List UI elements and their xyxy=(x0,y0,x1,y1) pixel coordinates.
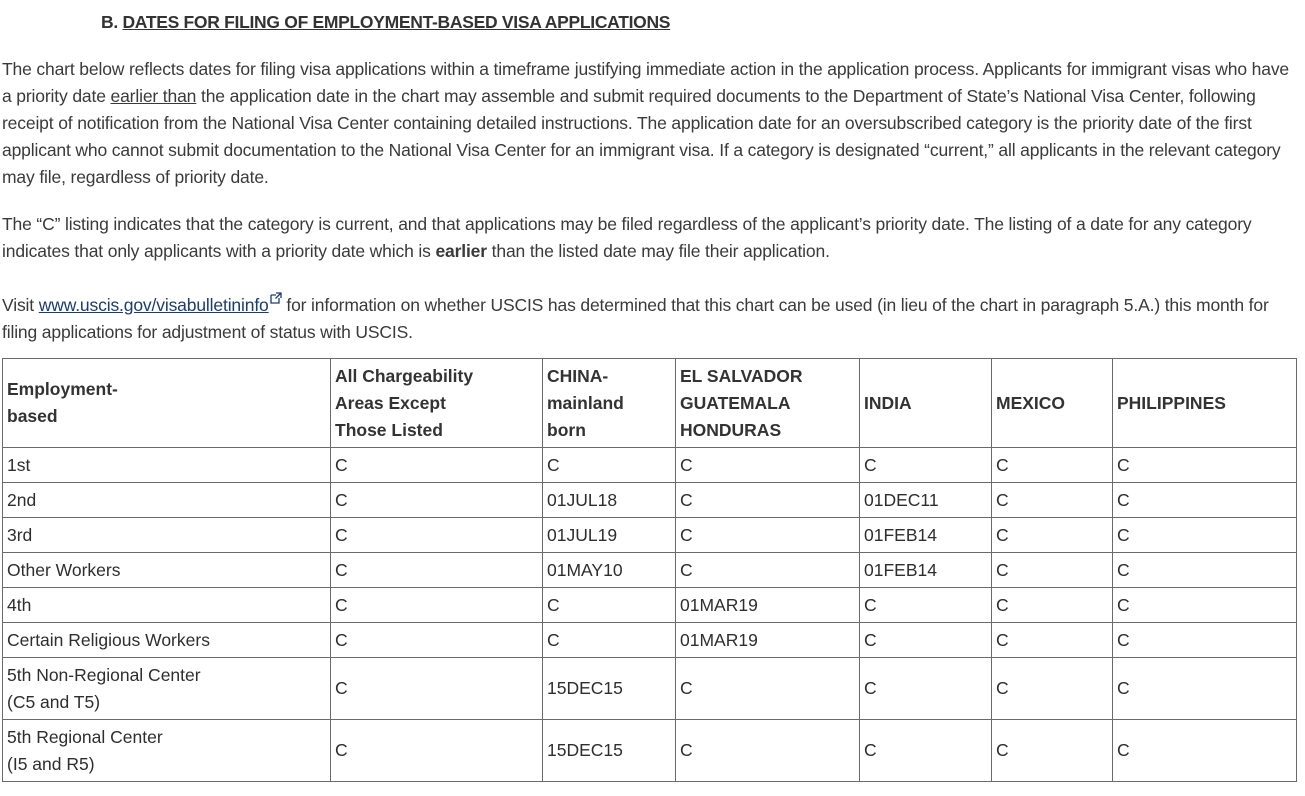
table-cell: C xyxy=(1113,518,1297,553)
section-prefix: B. xyxy=(101,12,118,32)
cell-text: GUATEMALA xyxy=(680,392,791,413)
row-label xyxy=(3,483,331,518)
column-header xyxy=(860,359,992,448)
table-cell: C xyxy=(1113,553,1297,588)
table-cell: C xyxy=(543,448,676,483)
table-cell: C xyxy=(1113,720,1297,782)
cell-text: PHILIPPINES xyxy=(1117,392,1226,413)
table-cell: C xyxy=(992,483,1113,518)
table-cell: 01FEB14 xyxy=(860,518,992,553)
cell-text: (I5 and R5) xyxy=(7,753,95,774)
column-header xyxy=(676,359,860,448)
cell-text: Certain Religious Workers xyxy=(7,629,210,650)
table-cell: C xyxy=(1113,588,1297,623)
current-listing-paragraph xyxy=(2,211,1292,265)
table-cell: C xyxy=(543,623,676,658)
cell-text: (C5 and T5) xyxy=(7,691,101,712)
cell-text: mainland xyxy=(547,392,624,413)
row-label xyxy=(3,658,331,720)
row-label xyxy=(3,448,331,483)
table-cell: 01JUL18 xyxy=(543,483,676,518)
column-header xyxy=(1113,359,1297,448)
table-cell: C xyxy=(676,720,860,782)
table-cell: C xyxy=(676,448,860,483)
table-row xyxy=(3,623,1297,658)
table-row xyxy=(3,448,1297,483)
uscis-text-1: Visit xyxy=(2,294,39,315)
uscis-link[interactable]: www.uscis.gov/visabulletininfo xyxy=(38,294,269,315)
cell-text: HONDURAS xyxy=(680,419,782,440)
section-heading xyxy=(101,9,670,36)
column-header xyxy=(992,359,1113,448)
column-header xyxy=(543,359,676,448)
table-cell: 01MAR19 xyxy=(676,623,860,658)
table-cell: C xyxy=(676,553,860,588)
cell-text: 1st xyxy=(7,454,31,475)
row-label xyxy=(3,518,331,553)
cell-text: Those Listed xyxy=(335,419,443,440)
cell-text: 5th Non-Regional Center xyxy=(7,664,201,685)
table-cell: C xyxy=(331,518,543,553)
table-cell: C xyxy=(676,483,860,518)
cell-text: INDIA xyxy=(864,392,912,413)
table-cell: C xyxy=(860,588,992,623)
cell-text: born xyxy=(547,419,586,440)
table-cell: C xyxy=(992,623,1113,658)
table-cell: C xyxy=(1113,623,1297,658)
intro-text-2: the application date in the chart may assemble and submit required documents to the Department of State’s National Visa Center, following receipt of notification from the National Visa Center containing detailed instructions. The application date for an oversubscribed category is the priority date of the first applicant who cannot submit documentation to the National Visa Center for an immigrant visa. If a category is designated “current,” all applicants in the relevant category may file, regardless of priority date. xyxy=(2,86,1281,187)
table-cell: C xyxy=(992,658,1113,720)
table-cell: C xyxy=(860,623,992,658)
cell-text: CHINA- xyxy=(547,365,609,386)
table-cell: C xyxy=(331,483,543,518)
table-cell: C xyxy=(1113,658,1297,720)
table-row xyxy=(3,588,1297,623)
table-cell: C xyxy=(1113,448,1297,483)
cell-text: 4th xyxy=(7,594,32,615)
listing-text-1: The “C” listing indicates that the category is current, and that applications may be filed regardless of the applicant’s priority date. The listing of a date for any category indicates that only applicants with a priority date which is xyxy=(2,214,1252,261)
table-cell: 01JUL19 xyxy=(543,518,676,553)
table-cell: C xyxy=(331,623,543,658)
table-cell: 15DEC15 xyxy=(543,720,676,782)
intro-paragraph xyxy=(2,56,1292,191)
table-cell: 01MAR19 xyxy=(676,588,860,623)
table-cell: C xyxy=(676,658,860,720)
table-cell: C xyxy=(860,658,992,720)
listing-bold: earlier xyxy=(435,241,487,261)
table-cell: C xyxy=(1113,483,1297,518)
cell-text: Areas Except xyxy=(335,392,446,413)
cell-text: 5th Regional Center xyxy=(7,726,163,747)
table-cell: 01MAY10 xyxy=(543,553,676,588)
table-cell: C xyxy=(860,448,992,483)
table-cell: C xyxy=(331,658,543,720)
table-cell: 01DEC11 xyxy=(860,483,992,518)
uscis-paragraph xyxy=(2,285,1292,346)
uscis-text-2: for information on whether USCIS has determined that this chart can be used (in lieu of the chart in paragraph 5.A.) this month for filing applications for adjustment of status with USCIS. xyxy=(2,294,1269,342)
table-row xyxy=(3,483,1297,518)
cell-text: based xyxy=(7,406,58,426)
intro-text-1: The chart below reflects dates for filing visa applications within a timeframe justifying immediate action in the application process. Applicants for immigrant visas who have a priority date xyxy=(2,59,1290,106)
row-label xyxy=(3,720,331,782)
table-row xyxy=(3,658,1297,720)
row-label xyxy=(3,553,331,588)
table-row xyxy=(3,518,1297,553)
cell-text: All Chargeability xyxy=(335,365,474,386)
table-header-row xyxy=(3,359,1297,448)
cell-text: MEXICO xyxy=(996,392,1066,413)
table-cell: C xyxy=(992,720,1113,782)
table-cell: C xyxy=(331,720,543,782)
table-cell: C xyxy=(992,518,1113,553)
table-row xyxy=(3,553,1297,588)
table-body xyxy=(3,448,1297,782)
row-label xyxy=(3,588,331,623)
cell-text: 3rd xyxy=(7,524,33,545)
cell-text: EL SALVADOR xyxy=(680,365,803,386)
cell-text: Employment- xyxy=(7,379,118,399)
table-cell: 15DEC15 xyxy=(543,658,676,720)
table-cell: C xyxy=(543,588,676,623)
table-cell: C xyxy=(676,518,860,553)
table-cell: C xyxy=(331,553,543,588)
column-header xyxy=(331,359,543,448)
intro-emphasis: earlier than xyxy=(110,86,197,106)
cell-text: 2nd xyxy=(7,489,37,510)
table-row xyxy=(3,720,1297,782)
table-cell: C xyxy=(331,448,543,483)
table-cell: C xyxy=(860,720,992,782)
row-label xyxy=(3,623,331,658)
section-title: DATES FOR FILING OF EMPLOYMENT-BASED VISA APPLICATIONS xyxy=(122,12,671,32)
table-cell: C xyxy=(331,588,543,623)
external-link-icon[interactable] xyxy=(270,285,282,312)
table-cell: C xyxy=(992,448,1113,483)
column-header xyxy=(3,359,331,448)
cell-text: Other Workers xyxy=(7,559,121,580)
table-cell: C xyxy=(992,553,1113,588)
listing-text-2: than the listed date may file their application. xyxy=(486,241,830,261)
dates-for-filing-table xyxy=(2,358,1297,782)
table-cell: 01FEB14 xyxy=(860,553,992,588)
table-cell: C xyxy=(992,588,1113,623)
